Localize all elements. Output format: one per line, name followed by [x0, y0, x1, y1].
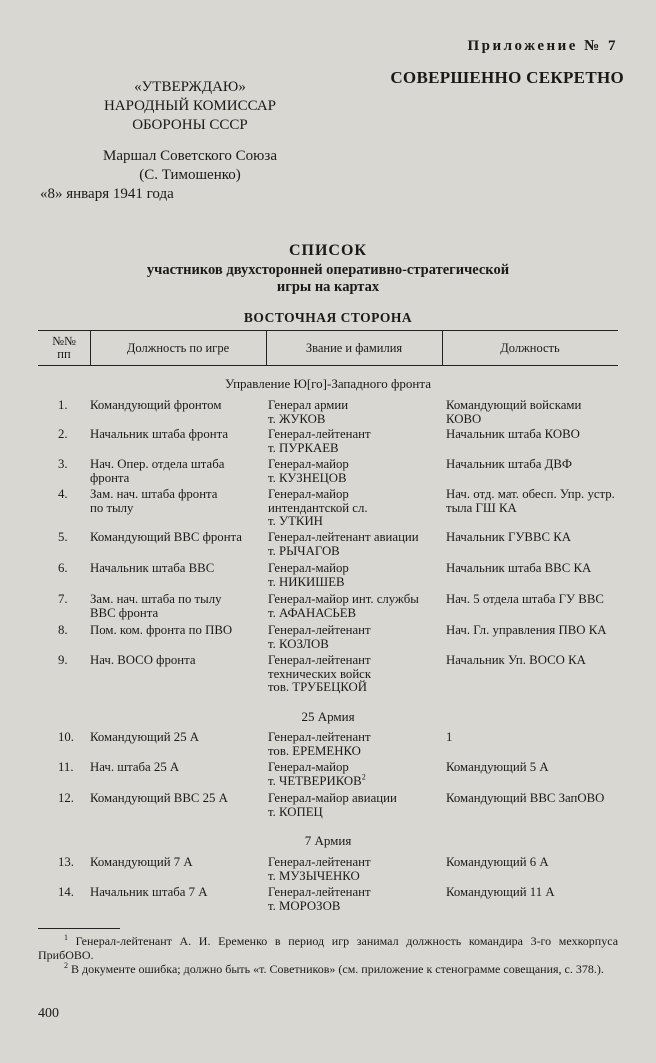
footnote: $^1$ Генерал-лейтенант А. И. Еременко в период игр занимал должность командира 3-го мехкорпуса ПрибОВО. — [38, 933, 619, 962]
cell-line: по тылу — [90, 500, 134, 515]
cell-line: Командующий 7 А — [90, 855, 193, 869]
cell-line: интендантской сл. — [268, 500, 368, 515]
real-position — [446, 531, 626, 545]
cell-line: т. МУЗЫЧЕНКО — [268, 868, 360, 883]
cell-line: т. КУЗНЕЦОВ — [268, 470, 347, 485]
row-number: 5. — [58, 530, 68, 544]
real-position — [446, 731, 626, 745]
cell-line: Командующий ВВС 25 А — [90, 791, 228, 805]
row-number: 9. — [58, 653, 68, 667]
cell-line: Начальник штаба ДВФ — [446, 457, 573, 471]
cell-line: т. ЖУКОВ — [268, 411, 326, 426]
row-number: 13. — [58, 855, 74, 869]
cell-line: т. МОРОЗОВ — [268, 898, 341, 913]
cell-line: Пом. ком. фронта по ПВО — [90, 623, 233, 637]
cell-line: Генерал-лейтенант — [268, 427, 371, 441]
real-position — [446, 399, 626, 426]
cell-line: Нач. Опер. отдела штаба — [90, 457, 225, 471]
section-heading: 7 Армия — [304, 833, 352, 848]
row-number: 3. — [58, 457, 68, 471]
row-number: 12. — [58, 791, 74, 805]
cell-line: Генерал-лейтенант — [268, 653, 371, 667]
row-number: 14. — [58, 885, 74, 899]
game-position — [90, 761, 262, 775]
table-header — [38, 330, 618, 366]
rank-and-name — [268, 856, 444, 883]
cell-line: Командующий войсками — [446, 398, 582, 412]
header-real-position: Должность — [500, 340, 560, 355]
cell-line: Генерал-майор — [268, 457, 349, 471]
footnote-rule — [38, 928, 120, 929]
game-position — [90, 792, 262, 806]
cell-line: т. УТКИН — [268, 514, 323, 528]
rank-and-name — [268, 399, 444, 426]
page-number: 400 — [38, 1006, 59, 1021]
cell-line: т. ЧЕТВЕРИКОВ$^2$ — [268, 772, 366, 788]
real-position — [446, 792, 626, 806]
game-position — [90, 428, 262, 442]
cell-line: Командующий 6 А — [446, 855, 549, 869]
cell-line: Командующий 25 А — [90, 730, 200, 744]
rank-and-name — [268, 428, 444, 455]
approval-line: «УТВЕРЖДАЮ» — [134, 79, 246, 95]
cell-line: Нач. ВОСО фронта — [90, 653, 196, 667]
cell-line: Командующий 11 А — [446, 885, 555, 899]
document-subtitle — [0, 262, 656, 296]
rank-and-name — [268, 593, 444, 620]
real-position — [446, 654, 626, 668]
footnote: $^2$ В документе ошибка; должно быть «т. Советников» (см. приложение к стенограмме совещания, с. 378.). — [64, 961, 604, 976]
subtitle-line: игры на картах — [276, 279, 380, 295]
real-position — [446, 886, 626, 900]
cell-line: т. АФАНАСЬЕВ — [268, 605, 357, 620]
cell-line: Зам. нач. штаба фронта — [90, 487, 218, 501]
rank-and-name — [268, 488, 444, 529]
row-number: 10. — [58, 730, 74, 744]
game-position — [90, 624, 262, 638]
game-position — [90, 654, 262, 668]
side-heading: ВОСТОЧНАЯ СТОРОНА — [243, 310, 413, 325]
cell-line: Начальник Уп. ВОСО КА — [446, 653, 586, 667]
cell-line: Командующий ВВС фронта — [90, 530, 242, 544]
cell-line: Командующий 5 А — [446, 760, 549, 774]
cell-line: т. НИКИШЕВ — [268, 574, 345, 589]
cell-line: Нач. 5 отдела штаба ГУ ВВС — [446, 592, 604, 606]
cell-line: т. КОЗЛОВ — [268, 636, 329, 651]
section-heading: Управление Ю[го]-Западного фронта — [225, 376, 431, 391]
cell-line: т. ПУРКАЕВ — [268, 440, 339, 455]
real-position — [446, 761, 626, 775]
cell-line: Начальник ГУВВС КА — [446, 530, 572, 544]
cell-line: Нач. отд. мат. обесп. Упр. устр. — [446, 487, 615, 501]
row-number: 4. — [58, 487, 68, 501]
approval-line: (С. Тимошенко) — [139, 167, 241, 183]
rank-and-name — [268, 886, 444, 913]
rank-and-name — [268, 731, 444, 758]
rank-and-name — [268, 458, 444, 485]
cell-line: тов. ТРУБЕЦКОЙ — [268, 680, 368, 694]
game-position — [90, 562, 262, 576]
cell-line: Генерал-майор — [268, 760, 349, 774]
real-position — [446, 562, 626, 576]
real-position — [446, 624, 626, 638]
classification-stamp: СОВЕРШЕННО СЕКРЕТНО — [390, 68, 624, 87]
cell-line: фронта — [90, 470, 130, 485]
cell-line: т. РЫЧАГОВ — [268, 543, 340, 558]
row-number: 6. — [58, 561, 68, 575]
rank-and-name — [268, 562, 444, 589]
cell-line: тов. ЕРЕМЕНКО — [268, 743, 361, 758]
header-position: Должность по игре — [90, 331, 267, 365]
rank-and-name — [268, 654, 444, 695]
row-number: 8. — [58, 623, 68, 637]
header-rank: Звание и фамилия — [266, 331, 443, 365]
section-heading: 25 Армия — [301, 709, 355, 724]
cell-line: Генерал-майор авиации — [268, 791, 397, 805]
row-number: 2. — [58, 427, 68, 441]
cell-line: Зам. нач. штаба по тылу — [90, 592, 222, 606]
cell-line: Командующий фронтом — [90, 398, 222, 412]
cell-line: Генерал-лейтенант — [268, 730, 371, 744]
game-position — [90, 856, 262, 870]
footnotes — [38, 934, 618, 976]
game-position — [90, 458, 262, 485]
rank-and-name — [268, 624, 444, 651]
real-position — [446, 593, 626, 607]
approval-line: ОБОРОНЫ СССР — [132, 117, 248, 133]
cell-line: Генерал-лейтенант авиации — [268, 530, 419, 544]
approval-date: «8» января 1941 года — [40, 186, 174, 202]
cell-line: Генерал-майор инт. службы — [268, 592, 419, 606]
cell-line: 1 — [446, 730, 453, 744]
cell-line: тыла ГШ КА — [446, 500, 517, 515]
game-position — [90, 488, 262, 515]
cell-line: Генерал-лейтенант — [268, 623, 371, 637]
row-number: 1. — [58, 398, 68, 412]
document-title: СПИСОК — [288, 242, 368, 259]
rank-and-name — [268, 792, 444, 819]
cell-line: ВВС фронта — [90, 605, 159, 620]
header-num: №№ пп — [38, 331, 91, 365]
game-position — [90, 731, 262, 745]
approval-line: НАРОДНЫЙ КОМИССАР — [103, 98, 277, 114]
real-position — [446, 458, 626, 472]
cell-line: Генерал-майор — [268, 561, 349, 575]
cell-line: Генерал-лейтенант — [268, 855, 371, 869]
cell-line: технических войск — [268, 666, 372, 681]
cell-line: Нач. Гл. управления ПВО КА — [446, 623, 607, 637]
game-position — [90, 886, 262, 900]
cell-line: Начальник штаба КОВО — [446, 427, 580, 441]
cell-line: т. КОПЕЦ — [268, 804, 323, 819]
game-position — [90, 593, 262, 620]
game-position — [90, 531, 262, 545]
cell-line: Начальник штаба 7 А — [90, 885, 208, 899]
real-position — [446, 428, 626, 442]
rank-and-name — [268, 531, 444, 558]
real-position — [446, 488, 626, 515]
cell-line: Нач. штаба 25 А — [90, 760, 180, 774]
cell-line: Командующий ВВС ЗапОВО — [446, 791, 605, 805]
subtitle-line: участников двухсторонней оперативно-стратегической — [146, 262, 510, 278]
appendix-label: Приложение № 7 — [467, 38, 618, 54]
cell-line: Генерал армии — [268, 398, 349, 412]
row-number: 7. — [58, 592, 68, 606]
cell-line: Начальник штаба ВВС — [90, 561, 215, 575]
cell-line: Генерал-майор — [268, 487, 349, 501]
cell-line: Генерал-лейтенант — [268, 885, 371, 899]
cell-line: Начальник штаба ВВС КА — [446, 561, 592, 575]
cell-line: КОВО — [446, 411, 482, 426]
row-number: 11. — [58, 760, 74, 774]
rank-and-name — [268, 761, 444, 788]
game-position — [90, 399, 262, 413]
approval-block — [100, 78, 280, 185]
approval-line: Маршал Советского Союза — [103, 148, 277, 164]
footnote-mark: 2 — [361, 772, 366, 782]
real-position — [446, 856, 626, 870]
cell-line: Начальник штаба фронта — [90, 427, 229, 441]
